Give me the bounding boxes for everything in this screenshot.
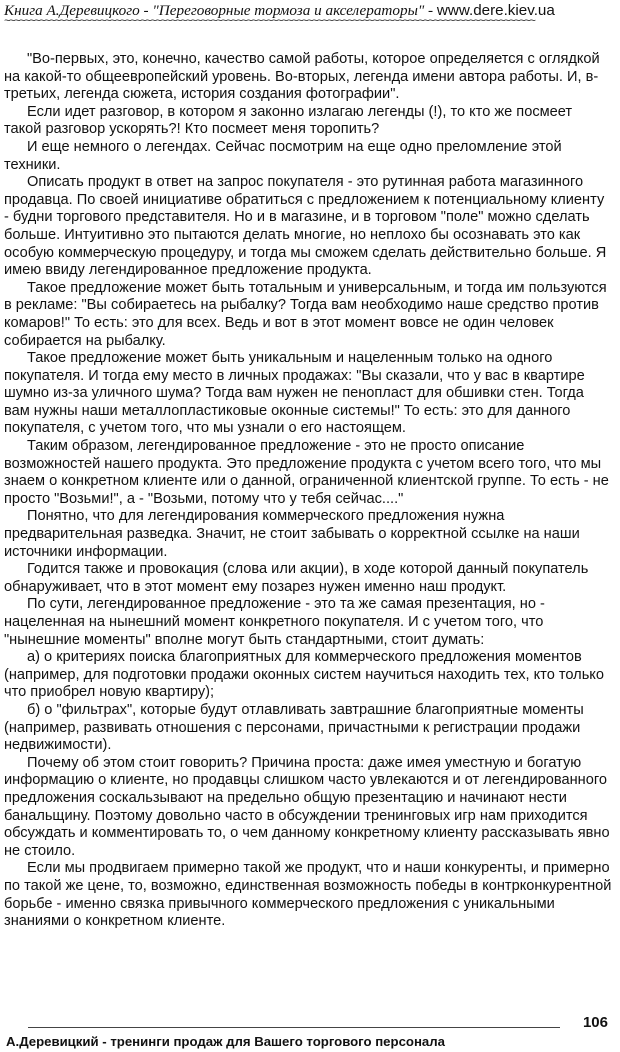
paragraph: Если мы продвигаем примерно такой же продукт, что и наши конкуренты, и примерно по такой же цене, то, возможно, единственная возможность победы в контрконкурентной борьбе - именно связка привычного коммерческого предложения с уникальными знаниями о конкретном клиенте. <box>4 860 612 930</box>
paragraph: Годится также и провокация (слова или акции), в ходе которой данный покупатель обнаруживает, что в этот момент ему позарез нужен именно наш продукт. <box>4 561 589 595</box>
paragraph: "Во-первых, это, конечно, качество самой работы, которое определяется с оглядкой на какой-то общеевропейский уровень. Во-вторых, легенда имени автора работы. И, в-третьих, легенда сюжета, история создания фотографии". <box>4 51 600 103</box>
book-title: Книга А.Деревицкого - "Переговорные тормоза и акселераторы" - <box>4 2 437 19</box>
paragraph: Понятно, что для легендирования коммерческого предложения нужна предварительная разведка. Значит, не стоит забывать о корректной ссылке на наши источники информации. <box>4 508 580 560</box>
footer-divider <box>28 1027 560 1028</box>
paragraph: Описать продукт в ответ на запрос покупателя - это рутинная работа магазинного продавца. По своей инициативе обратиться с предложением к потенциальному клиенту - будни торгового представителя. Но и в магазине, и в торговом "поле" можно сделать больше. Интуитивно это пытаются делать многие, но неплохо бы осознавать это как особую коммерческую процедуру, и тогда мы сможем сделать действительно больше. Я имею ввиду легендированное предложение продукта. <box>4 174 607 279</box>
paragraph: а) о критериях поиска благоприятных для коммерческого предложения моментов (например, для подготовки продажи оконных систем научиться находить тех, кто только что приобрел новую квартиру); <box>4 649 604 701</box>
header-tilde-rule: ~~~~~~~~~~~~~~~~~~~~~~~~~~~~~~~~~~~~~~~~~~~~~~~~~~~~~~~~~~~~~~~~~~~~~~~~~~~~~~~~~~~~~~~~~~~~~~~~~~~~~~~~~ <box>4 16 535 28</box>
paragraph: По сути, легендированное предложение - это та же самая презентация, но - нацеленная на нынешний момент конкретного покупателя. И с учетом того, что "нынешние моменты" вполне могут быть стандартными, стоит думать: <box>4 596 545 648</box>
body-text <box>4 51 612 931</box>
paragraph: Почему об этом стоит говорить? Причина проста: даже имея уместную и богатую информацию о клиенте, но продавцы слишком часто увлекаются и от легендированного предложения соскальзывают на предельно общую презентацию и начинают нести банальщину. Поэтому довольно часто в обсуждении тренинговых игр нам приходится обсуждать и комментировать то, о чем данному конкретному клиенту рассказывать явно не стоило. <box>4 754 610 859</box>
paragraph: Если идет разговор, в котором я законно излагаю легенды (!), то кто же посмеет такой разговор ускорять?! Кто посмеет меня торопить? <box>4 103 573 138</box>
page-number: 106 <box>582 1014 608 1031</box>
footer-caption: А.Деревицкий - тренинги продаж для Вашего торгового персонала <box>6 1034 445 1049</box>
paragraph: Таким образом, легендированное предложение - это не просто описание возможностей нашего продукта. Это предложение продукта с учетом всего того, что мы знаем о конкретном клиенте или о данной, ограниченной клиентской группе. То есть - не просто "Возьми!", а - "Возьми, потому что у тебя сейчас...." <box>4 438 609 507</box>
paragraph: И еще немного о легендах. Сейчас посмотрим на еще одно преломление этой техники. <box>4 138 562 173</box>
site-url[interactable]: www.dere.kiev.ua <box>436 2 555 19</box>
paragraph: Такое предложение может быть тотальным и универсальным, и тогда им пользуются в рекламе: "Вы собираетесь на рыбалку? Тогда вам необходимо наше средство против комаров!" То есть: это для всех. Ведь и вот в этот момент вовсе не один человек собирается на рыбалку. <box>4 279 607 349</box>
paragraph: Такое предложение может быть уникальным и нацеленным только на одного покупателя. И тогда ему место в личных продажах: "Вы сказали, что у вас в квартире шумно из-за уличного шума? Тогда вам нужен не пенопласт для обшивки стен. Тогда вам нужны наши металлопластиковые оконные системы!" То есть: это для данного покупателя, с учетом того, что мы узнали о его настоящем. <box>4 350 585 437</box>
paragraph: б) о "фильтрах", которые будут отлавливать завтрашние благоприятные моменты (например, развивать отношения с персонами, причастными к регистрации продажи недвижимости). <box>4 701 584 754</box>
